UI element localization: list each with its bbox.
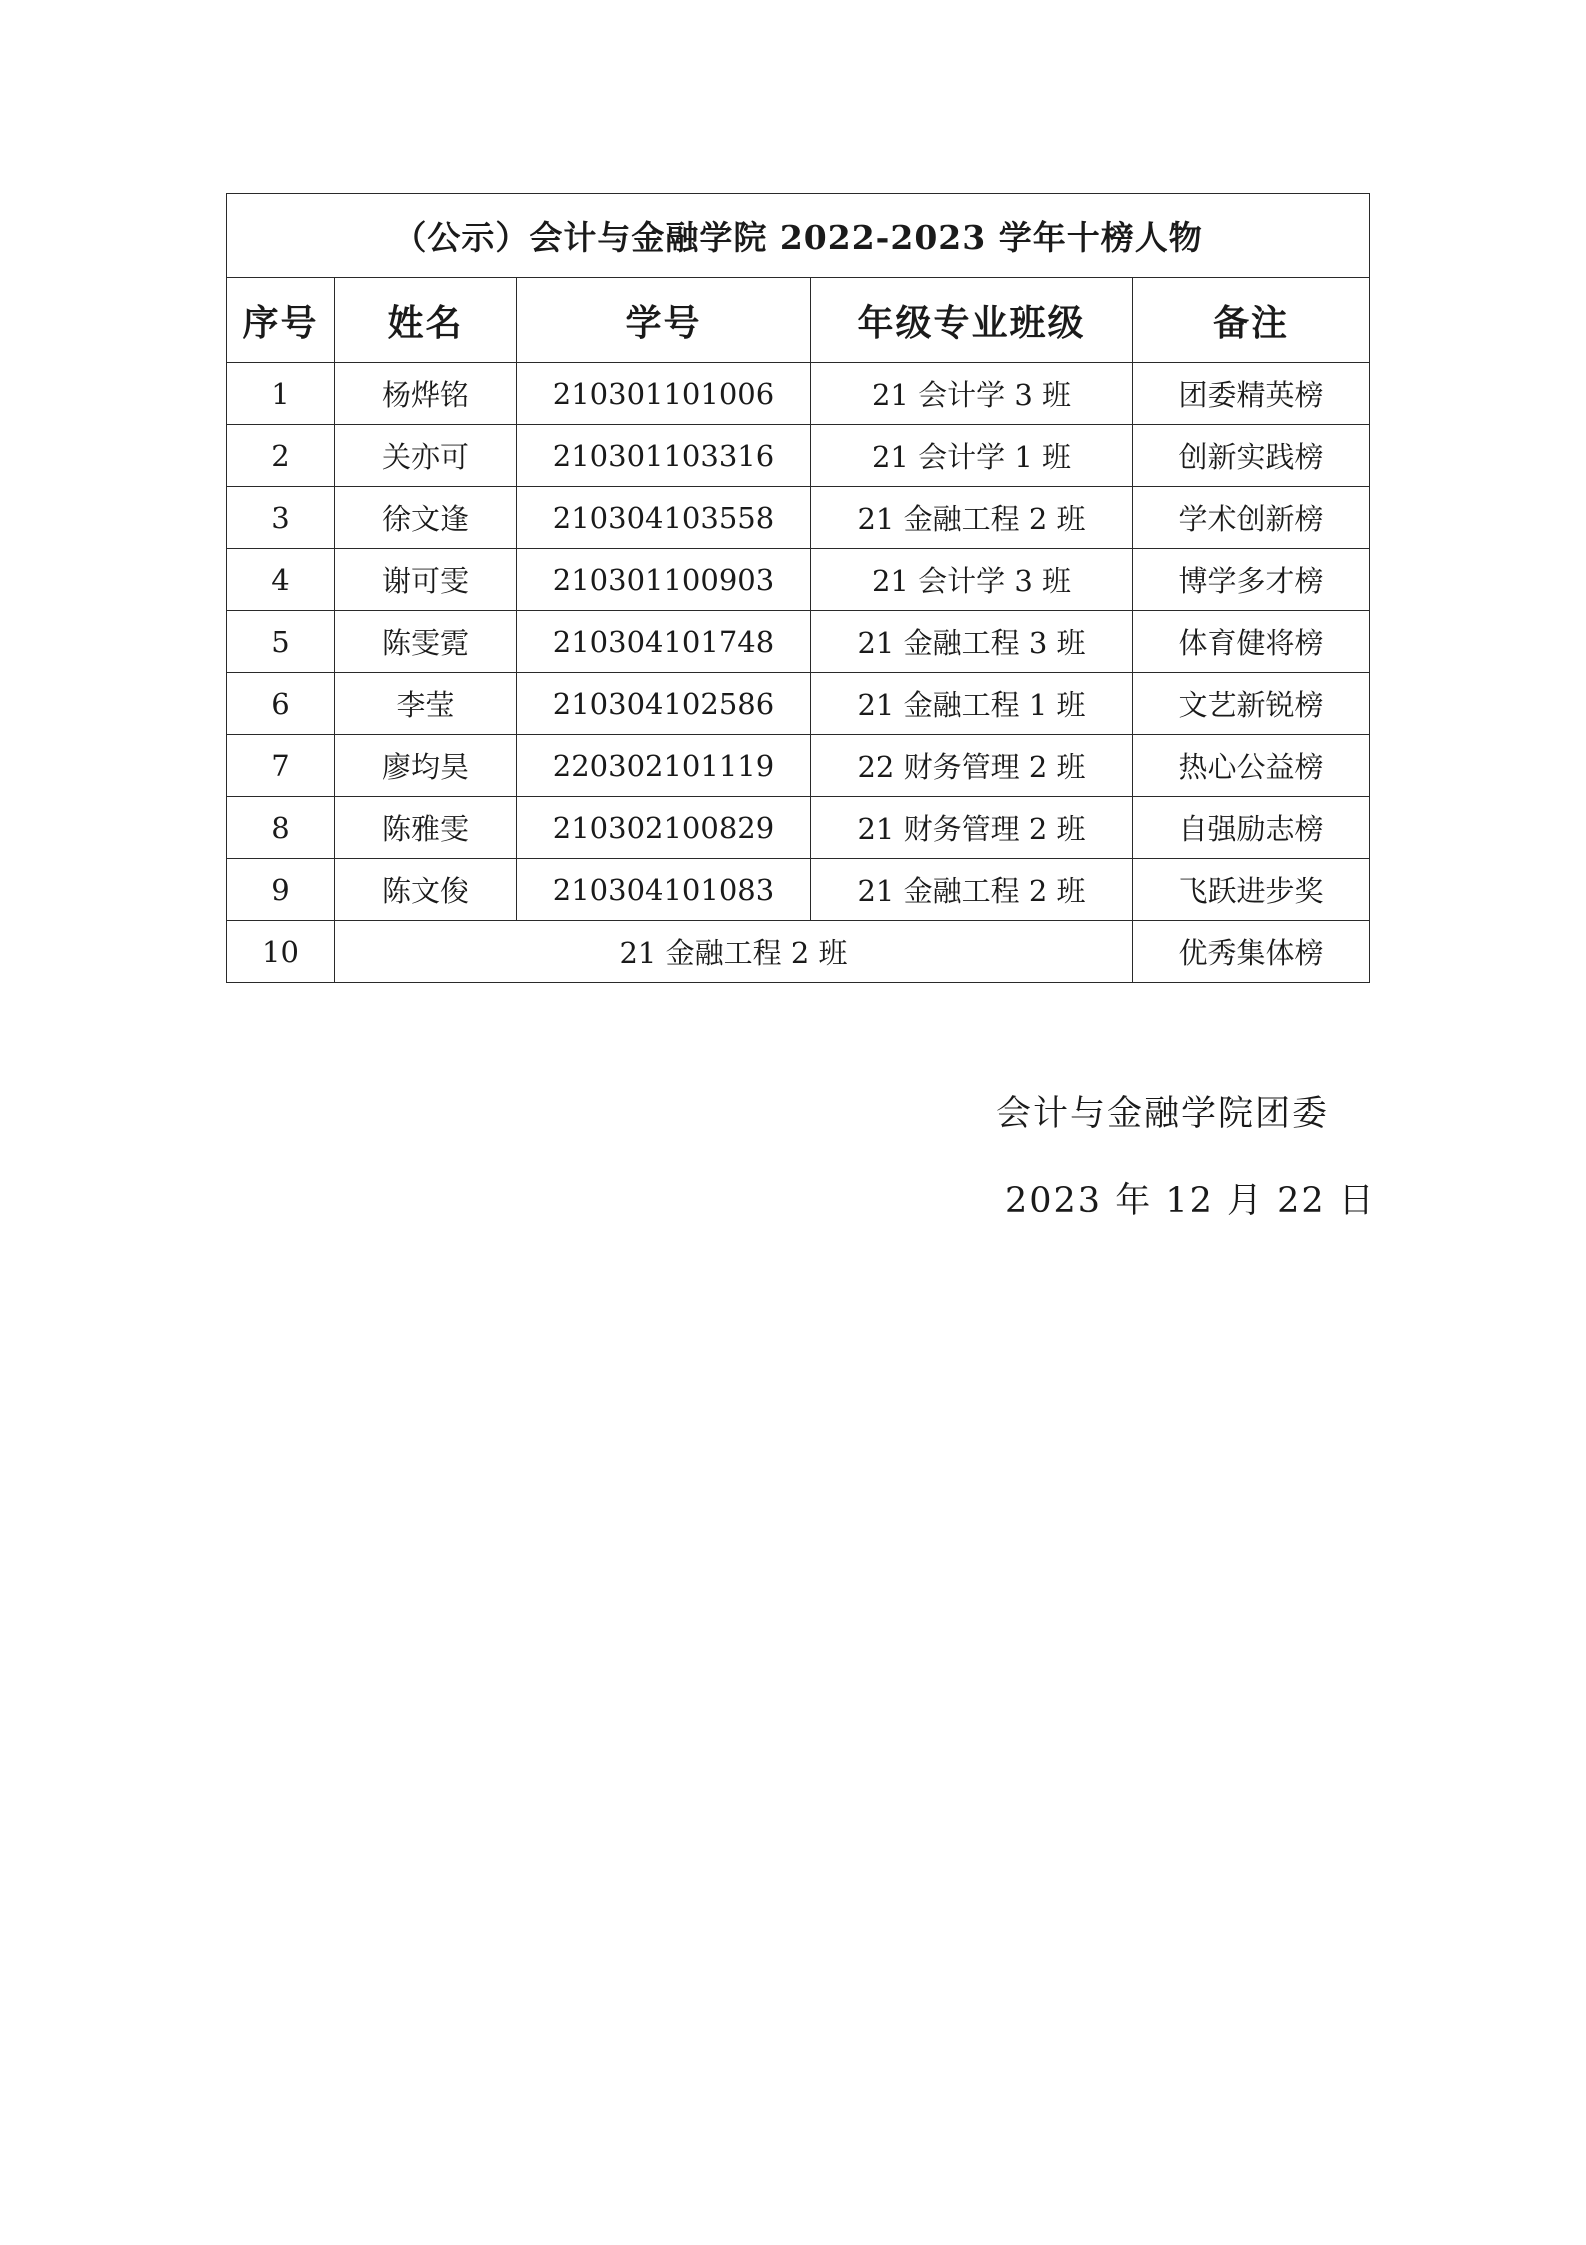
- cell-student-id: 210301100903: [517, 549, 811, 611]
- table-row: [227, 797, 1370, 859]
- cell-class: 22 财务管理 2 班: [811, 735, 1133, 797]
- cell-name: 杨烨铭: [335, 363, 517, 425]
- table-row: [227, 611, 1370, 673]
- table-title-row: [227, 194, 1370, 278]
- cell-note: 博学多才榜: [1133, 549, 1370, 611]
- cell-note: 热心公益榜: [1133, 735, 1370, 797]
- cell-note: 飞跃进步奖: [1133, 859, 1370, 921]
- header-index: 序号: [227, 278, 335, 363]
- cell-index: 9: [227, 859, 335, 921]
- cell-name: 廖均昊: [335, 735, 517, 797]
- cell-name: 陈文俊: [335, 859, 517, 921]
- cell-class: 21 会计学 3 班: [811, 549, 1133, 611]
- table-row-collective: [227, 921, 1370, 983]
- table-header-row: [227, 278, 1370, 363]
- table-row: [227, 735, 1370, 797]
- cell-index: 7: [227, 735, 335, 797]
- cell-student-id: 210301103316: [517, 425, 811, 487]
- cell-note: 创新实践榜: [1133, 425, 1370, 487]
- issue-date: 2023 年 12 月 22 日: [1005, 1181, 1376, 1221]
- cell-name: 关亦可: [335, 425, 517, 487]
- cell-name: 李莹: [335, 673, 517, 735]
- cell-index: 6: [227, 673, 335, 735]
- table-row: [227, 549, 1370, 611]
- cell-class: 21 金融工程 1 班: [811, 673, 1133, 735]
- cell-index: 2: [227, 425, 335, 487]
- cell-student-id: 210304102586: [517, 673, 811, 735]
- cell-name: 谢可雯: [335, 549, 517, 611]
- issuing-organization: 会计与金融学院团委: [996, 1094, 1330, 1134]
- cell-name: 徐文逢: [335, 487, 517, 549]
- header-class: 年级专业班级: [811, 278, 1133, 363]
- honor-roster-table: [226, 193, 1370, 983]
- cell-index: 10: [227, 921, 335, 983]
- cell-class: 21 金融工程 2 班: [811, 859, 1133, 921]
- cell-class: 21 金融工程 3 班: [811, 611, 1133, 673]
- cell-student-id: 220302101119: [517, 735, 811, 797]
- cell-class: 21 会计学 1 班: [811, 425, 1133, 487]
- cell-index: 3: [227, 487, 335, 549]
- cell-index: 1: [227, 363, 335, 425]
- table-row: [227, 487, 1370, 549]
- cell-note: 优秀集体榜: [1133, 921, 1370, 983]
- table-row: [227, 673, 1370, 735]
- cell-student-id: 210304101083: [517, 859, 811, 921]
- cell-note: 体育健将榜: [1133, 611, 1370, 673]
- cell-student-id: 210304103558: [517, 487, 811, 549]
- cell-index: 4: [227, 549, 335, 611]
- cell-class: 21 会计学 3 班: [811, 363, 1133, 425]
- table-row: [227, 859, 1370, 921]
- table-row: [227, 363, 1370, 425]
- table-row: [227, 425, 1370, 487]
- cell-name: 陈雅雯: [335, 797, 517, 859]
- cell-student-id: 210304101748: [517, 611, 811, 673]
- cell-note: 学术创新榜: [1133, 487, 1370, 549]
- cell-name: 陈雯霓: [335, 611, 517, 673]
- cell-collective-class: 21 金融工程 2 班: [335, 921, 1133, 983]
- cell-index: 5: [227, 611, 335, 673]
- header-note: 备注: [1133, 278, 1370, 363]
- cell-note: 文艺新锐榜: [1133, 673, 1370, 735]
- header-name: 姓名: [335, 278, 517, 363]
- cell-student-id: 210301101006: [517, 363, 811, 425]
- cell-student-id: 210302100829: [517, 797, 811, 859]
- cell-note: 自强励志榜: [1133, 797, 1370, 859]
- cell-class: 21 财务管理 2 班: [811, 797, 1133, 859]
- cell-note: 团委精英榜: [1133, 363, 1370, 425]
- header-student-id: 学号: [517, 278, 811, 363]
- cell-index: 8: [227, 797, 335, 859]
- table-title: （公示）会计与金融学院 2022-2023 学年十榜人物: [227, 194, 1370, 278]
- cell-class: 21 金融工程 2 班: [811, 487, 1133, 549]
